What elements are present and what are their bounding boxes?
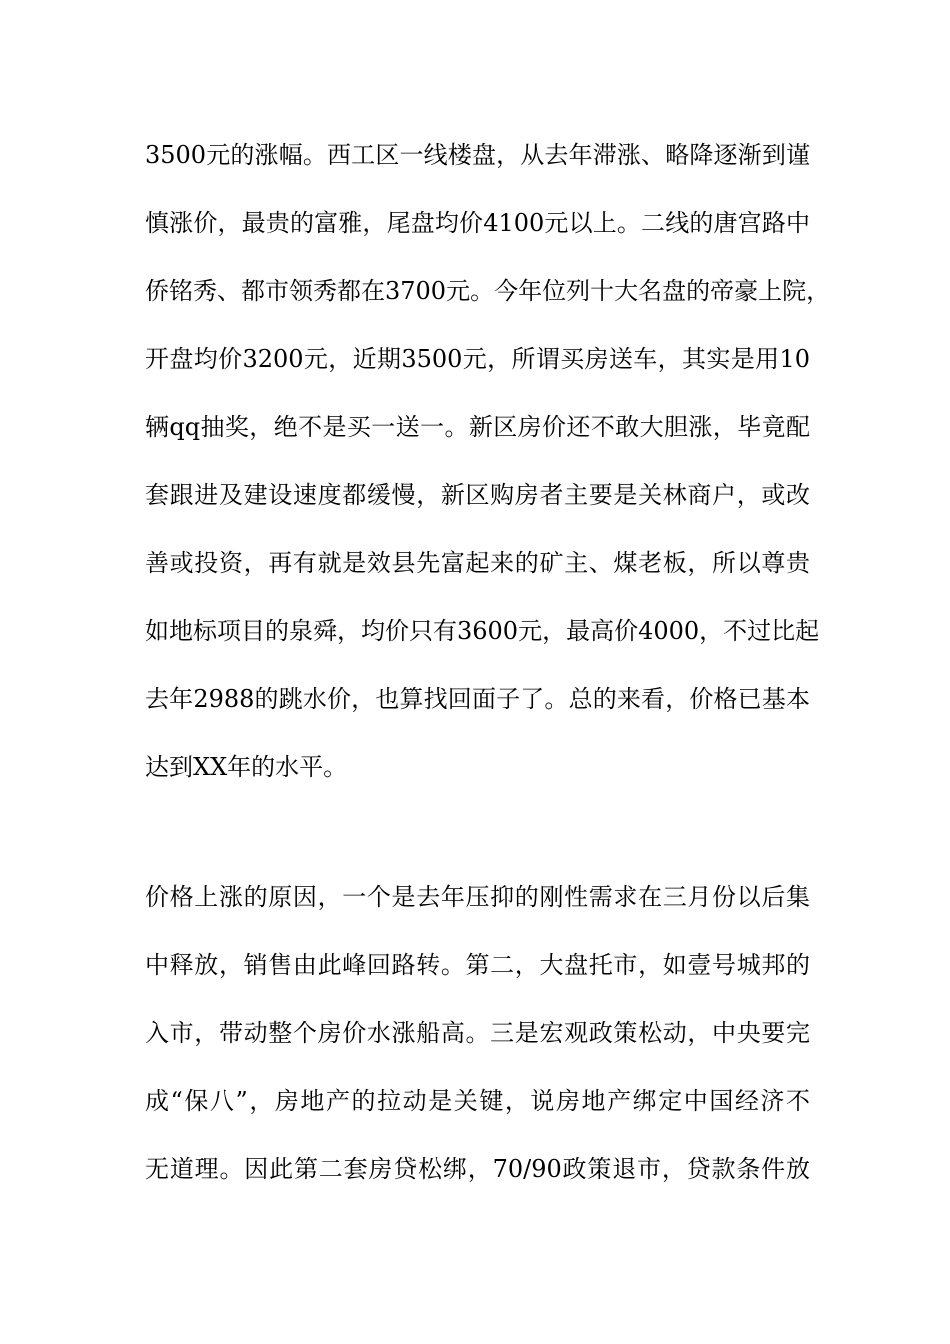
text-line: 开盘均价3200元，近期3500元，所谓买房送车，其实是用10 xyxy=(145,345,810,373)
text-line: 入市，带动整个房价水涨船高。三是宏观政策松动，中央要完 xyxy=(145,1019,810,1047)
text-line: 辆qq抽奖，绝不是买一送一。新区房价还不敢大胆涨，毕竟配 xyxy=(145,413,810,441)
text-line: 如地标项目的泉舜，均价只有3600元，最高价4000，不过比起 xyxy=(145,617,820,645)
text-line: 无道理。因此第二套房贷松绑，70/90政策退市，贷款条件放 xyxy=(145,1155,810,1183)
paragraph xyxy=(145,885,810,1225)
text-line: 去年2988的跳水价，也算找回面子了。总的来看，价格已基本 xyxy=(145,685,810,713)
text-line: 成“保八”，房地产的拉动是关键，说房地产绑定中国经济不 xyxy=(145,1087,810,1115)
text-line: 套跟进及建设速度都缓慢，新区购房者主要是关林商户，或改 xyxy=(145,481,810,509)
text-line: 价格上涨的原因，一个是去年压抑的刚性需求在三月份以后集 xyxy=(145,883,810,911)
paragraph xyxy=(145,141,831,823)
text-line: 慎涨价，最贵的富雅，尾盘均价4100元以上。二线的唐宫路中 xyxy=(145,209,810,237)
text-line: 达到XX年的水平。 xyxy=(145,753,348,781)
text-line: 善或投资，再有就是效县先富起来的矿主、煤老板，所以尊贵 xyxy=(145,549,810,577)
text-line: 3500元的涨幅。西工区一线楼盘，从去年滞涨、略降逐渐到谨 xyxy=(145,141,810,169)
text-line: 侨铭秀、都市领秀都在3700元。今年位列十大名盘的帝豪上院， xyxy=(145,277,831,305)
text-line: 中释放，销售由此峰回路转。第二，大盘托市，如壹号城邦的 xyxy=(145,951,810,979)
